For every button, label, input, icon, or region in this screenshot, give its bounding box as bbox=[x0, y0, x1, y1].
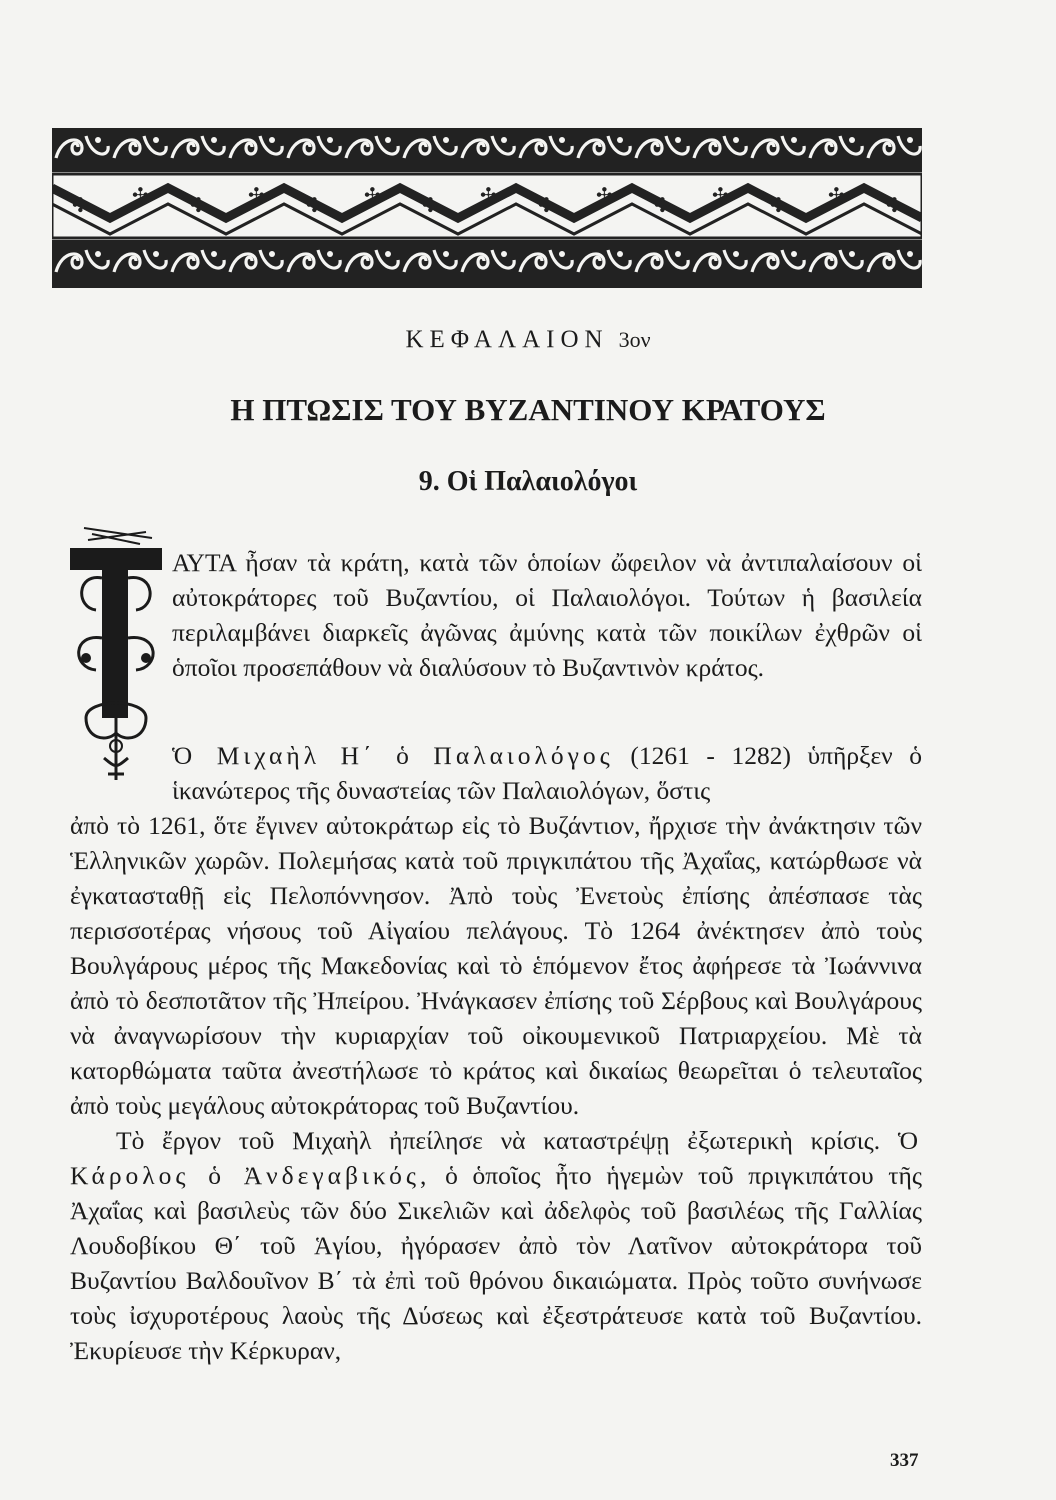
section-title: 9. Οἱ Παλαιολόγοι bbox=[418, 466, 638, 497]
svg-text:✣: ✣ bbox=[422, 193, 439, 217]
svg-text:✣: ✣ bbox=[538, 193, 555, 217]
ornamental-header-band bbox=[52, 128, 922, 288]
chapter-label bbox=[0, 326, 1056, 354]
chapter-title: Η ΠΤΩΣΙΣ ΤΟΥ ΒΥΖΑΝΤΙΝΟΥ ΚΡΑΤΟΥΣ bbox=[230, 392, 826, 427]
main-text bbox=[70, 738, 922, 1368]
svg-text:✣: ✣ bbox=[364, 183, 381, 207]
svg-text:✣: ✣ bbox=[886, 193, 903, 217]
paragraph-michael: ἀπὸ τὸ 1261, ὅτε ἔγινεν αὐτοκράτωρ εἰς τὸ Βυζάντιον, ἤρχισε τὴν ἀνάκτησιν τῶν Ἑλληνικῶν χωρῶν. Πολεμήσας κατὰ τοῦ πριγκιπάτου τῆς Ἀχαΐας, κατώρθωσε νὰ ἐγκατασταθῇ εἰς Πελοπόννησον. Ἀπὸ τοὺς Ἐνετοὺς ἐπίσης ἀπέσπασε τὰς περισσοτέρας νήσους τοῦ Αἰγαίου πελάγους. Τὸ 1264 ἀνέκτησεν ἀπὸ τοὺς Βουλγάρους μέρος τῆς Μακεδονίας καὶ τὸ ἑπόμενον ἔτος ἀφήρεσε τὰ Ἰωάννινα ἀπὸ τὸ δεσποτᾶτον τῆς Ἠπείρου. Ἠνάγκασεν ἐπίσης τοῦ Σέρβους καὶ Βουλγάρους νὰ ἀναγνωρίσουν τὴν κυριαρχίαν τοῦ οἰκουμενικοῦ Πατριαρχείου. Μὲ τὰ κατορθώματα ταῦτα ἀνεστήλωσε τὸ κράτος καὶ δικαίως θεωρεῖται ὁ τελευταῖος ἀπὸ τοὺς μεγάλους αὐτοκράτορας τοῦ Βυζαντίου. bbox=[70, 811, 922, 1120]
svg-text:✣: ✣ bbox=[770, 193, 787, 217]
michael-years: (1261 - 1282) bbox=[630, 741, 791, 770]
svg-text:✣: ✣ bbox=[190, 193, 207, 217]
svg-text:✣: ✣ bbox=[72, 193, 89, 217]
charles-intro: Τὸ ἔργον τοῦ Μιχαὴλ ἠπείλησε νὰ καταστρέψῃ ἐξωτερικὴ κρίσις. bbox=[116, 1126, 881, 1155]
svg-text:✣: ✣ bbox=[828, 183, 845, 207]
svg-text:✣: ✣ bbox=[132, 183, 149, 207]
michael-intro-line: ὑπῆρξεν ὁ ἱκανώτερος τῆς δυναστείας τῶν Παλαιολόγων, ὅστις bbox=[172, 741, 922, 805]
charles-rest: ὁ ὁποῖος ἦτο ἡγεμὼν τοῦ πριγκιπάτου τῆς Ἀχαΐας καὶ βασιλεὺς τῶν δύο Σικελιῶν καὶ ἀδελφὸς τοῦ βασιλέως τῆς Γαλλίας Λουδοβίκου Θ΄ τοῦ Ἁγίου, ἠγόρασεν ἀπὸ τὸν Λατῖνον αὐτοκράτορα τοῦ Βυζαντίου Βαλδουῖνον Β΄ τὰ ἐπὶ τοῦ θρόνου δικαιώματα. Πρὸς τοῦτο συνήνωσε τοὺς ἰσχυροτέρους λαοὺς τῆς Δύσεως καὶ ἐξεστράτευσε κατὰ τοῦ Βυζαντίου. Ἐκυρίευσε τὴν Κέρκυραν, bbox=[70, 1161, 922, 1365]
svg-text:✣: ✣ bbox=[480, 183, 497, 207]
michael-name: Ὁ Μιχαὴλ Η΄ ὁ Παλαιολόγος bbox=[172, 741, 614, 770]
svg-text:✣: ✣ bbox=[712, 183, 729, 207]
paragraph-michael-intro bbox=[70, 738, 922, 808]
chapter-label-text: ΚΕΦΑΛΑΙΟΝ bbox=[405, 326, 609, 353]
opening-paragraph bbox=[172, 545, 922, 685]
paragraph-charles bbox=[70, 1123, 922, 1368]
svg-text:✣: ✣ bbox=[596, 183, 613, 207]
page-number: 337 bbox=[890, 1450, 919, 1471]
svg-text:✣: ✣ bbox=[248, 183, 265, 207]
charles-name: Ὁ Κάρολος ὁ Ἀνδεγαβικός, bbox=[70, 1126, 922, 1190]
chapter-number: 3ον bbox=[618, 327, 651, 352]
svg-text:✣: ✣ bbox=[306, 193, 323, 217]
opening-paragraph-text: ΑΥΤΑ ἦσαν τὰ κράτη, κατὰ τῶν ὁποίων ὤφειλον νὰ ἀντιπαλαίσουν οἱ αὐτοκράτορες τοῦ Βυζαντίου, οἱ Παλαιολόγοι. Τούτων ἡ βασιλεία περιλαμβάνει διαρκεῖς ἀγῶνας ἀμύνης κατὰ τῶν ποικίλων ἐχθρῶν οἱ ὁποῖοι προσεπάθουν νὰ διαλύσουν τὸ Βυζαντινὸν κράτος. bbox=[172, 548, 922, 682]
svg-text:✣: ✣ bbox=[654, 193, 671, 217]
